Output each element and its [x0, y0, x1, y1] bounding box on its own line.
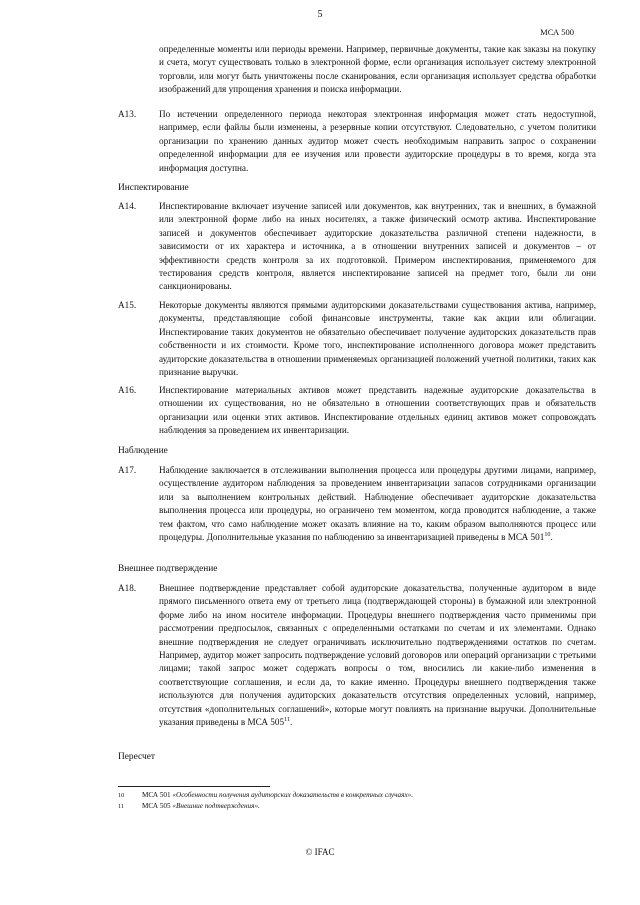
paragraph-a18	[118, 582, 596, 729]
paragraph-text: Наблюдение заключается в отслеживании выполнения процесса или процедуры другими лицами, например, осуществление аудитором наблюдения за проведением инвентаризации запасов сотрудниками организации или за выполнением контрольных действий. Наблюдение обеспечивает аудиторские доказательства выполнения процесса или процедуры, но ограничено тем моментом, когда проводится наблюдение, а также тем фактом, что само наблюдение может оказать влияние на то, каким образом выполняются процесс или процедуры. Дополнительные указания по наблюдению за инвентаризацией приведены в МСА $501^{10}$.	[159, 465, 596, 543]
footnote-number: 11	[118, 803, 124, 810]
page-number: 5	[317, 9, 323, 20]
paragraph-number: A16.	[118, 385, 137, 395]
section-heading-inspection: Инспектирование	[118, 183, 189, 193]
paragraph-text: По истечении определенного периода некоторая электронная информация может стать недоступной, например, если файлы были изменены, а резервные копии отсутствуют. Следовательно, с учетом политики организации по хранению данных аудитор может счесть необходимым направить запрос о сохранении определенной информации для ее изучения или провести аудиторские процедуры в то время, когда эта информация доступна.	[159, 109, 596, 173]
paragraph-text: Инспектирование включает изучение записей или документов, как внутренних, так и внешних, в бумажной или электронной форме либо на иных носителях, а также физический осмотр актива. Инспектирование записей и документов обеспечивает аудиторские доказательства различной степени надежности, в зависимости от их характера и источника, а в отношении внутренних записей и документов – от эффективности средств контроля за их подготовкой. Примером инспектирования, применяемого для тестирования средств контроля, является инспектирование записей на предмет того, были ли они санкционированы.	[159, 201, 596, 292]
footnote-code: МСА 505	[142, 802, 171, 810]
paragraph-a13	[118, 108, 596, 175]
paragraph-number: A17.	[118, 465, 137, 475]
paragraph-a14	[118, 200, 596, 294]
paragraph-number: A13.	[118, 109, 137, 119]
footnote-divider	[118, 786, 270, 787]
paragraph-a15	[118, 299, 596, 379]
paragraph-body: Наблюдение заключается в отслеживании выполнения процесса или процедуры другими лицами, например, осуществление аудитором наблюдения за проведением инвентаризации запасов сотрудниками организации или за выполнением контрольных действий. Наблюдение обеспечивает аудиторские доказательства выполнения процесса или процедуры, но ограничено тем моментом, когда проводится наблюдение, а также тем фактом, что само наблюдение может оказать влияние на то, каким образом выполняются процесс или процедуры. Дополнительные указания по наблюдению за инвентаризацией приведены в МСА 501	[159, 465, 596, 543]
section-heading-observation: Наблюдение	[118, 446, 168, 456]
footnote-ref: 10	[544, 530, 551, 538]
footnote-code: МСА 501	[142, 791, 171, 799]
paragraph-number: A14.	[118, 201, 137, 211]
footnote-ref: 11	[284, 716, 291, 723]
intro-continuation: определенные моменты или периоды времени. Например, первичные документы, такие как заказы на покупку и счета, могут существовать только в электронной форме, если организация использует систему электронной торговли, или могут быть уничтожены после сканирования, если организация использует средства обработки изображений для упрощения хранения и поиска информации.	[159, 44, 596, 95]
paragraph-a17	[118, 464, 596, 544]
paragraph-text: Внешнее подтверждение представляет собой аудиторские доказательства, полученные аудитором в виде прямого письменного ответа ему от третьего лица (подтверждающей стороны) в бумажной или электронной форме либо на ином носителе информации. Процедуры внешнего подтверждения часто применимы при рассмотрении предпосылок, связанных с определенными остатками по счетам и их элементами. Однако внешние подтверждения не следует ограничивать исключительно подтверждениями остатков по счетам. Например, аудитор может запросить подтверждение условий договоров или операций организации с третьими лицами; такой запрос может содержать вопросы о том, вносились ли какие-либо изменения в соответствующие соглашения, и если да, то какие именно. Процедуры внешнего подтверждения также используются для получения аудиторских доказательств отсутствия определенных условий, например, отсутствия «дополнительных соглашений», которые могут повлиять на признание выручки. Дополнительные указания приведены в МСА $505^{11}$.	[159, 583, 596, 728]
footnote-11	[118, 802, 260, 811]
section-heading-external-confirmation: Внешнее подтверждение	[118, 564, 218, 574]
paragraph-text: Некоторые документы являются прямыми аудиторскими доказательствами существования актива, например, документы, представляющие собой финансовые инструменты, такие как акции или облигации. Инспектирование таких документов не обязательно обеспечивает получение аудиторских доказательств прав собственности и их стоимости. Кроме того, инспектирование исполненного договора может представить аудиторские доказательства в отношении применяемых организацией положений учетной политики, таких как признание выручки.	[159, 300, 596, 378]
footnote-10	[118, 791, 413, 800]
paragraph-number: A15.	[118, 300, 137, 310]
paragraph-text: Инспектирование материальных активов может представить надежные аудиторские доказательства в отношении их существования, но не обязательно в отношении соответствующих прав и обязательств организации или оценки этих активов. Инспектирование отдельных единиц активов может сопровождать наблюдения за проведением их инвентаризации.	[159, 385, 596, 436]
footnote-number: 10	[118, 792, 125, 799]
standard-code: МСА 500	[540, 27, 574, 37]
paragraph-a16	[118, 384, 596, 438]
copyright-footer: © IFAC	[305, 847, 335, 857]
footnote-title: «Особенности получения аудиторских доказательств в конкретных случаях».	[172, 791, 414, 799]
paragraph-number: A18.	[118, 583, 137, 593]
section-heading-recalculation: Пересчет	[118, 752, 155, 762]
paragraph-body: Внешнее подтверждение представляет собой аудиторские доказательства, полученные аудитором в виде прямого письменного ответа ему от третьего лица (подтверждающей стороны) в бумажной или электронной форме либо на ином носителе информации. Процедуры внешнего подтверждения часто применимы при рассмотрении предпосылок, связанных с определенными остатками по счетам и их элементами. Однако внешние подтверждения не следует ограничивать исключительно подтверждениями остатков по счетам. Например, аудитор может запросить подтверждение условий договоров или операций организации с третьими лицами; такой запрос может содержать вопросы о том, вносились ли какие-либо изменения в соответствующие соглашения, и если да, то какие именно. Процедуры внешнего подтверждения также используются для получения аудиторских доказательств отсутствия определенных условий, например, отсутствия «дополнительных соглашений», которые могут повлиять на признание выручки. Дополнительные указания приведены в МСА 505	[159, 583, 596, 728]
footnote-title: «Внешние подтверждения».	[172, 802, 260, 810]
